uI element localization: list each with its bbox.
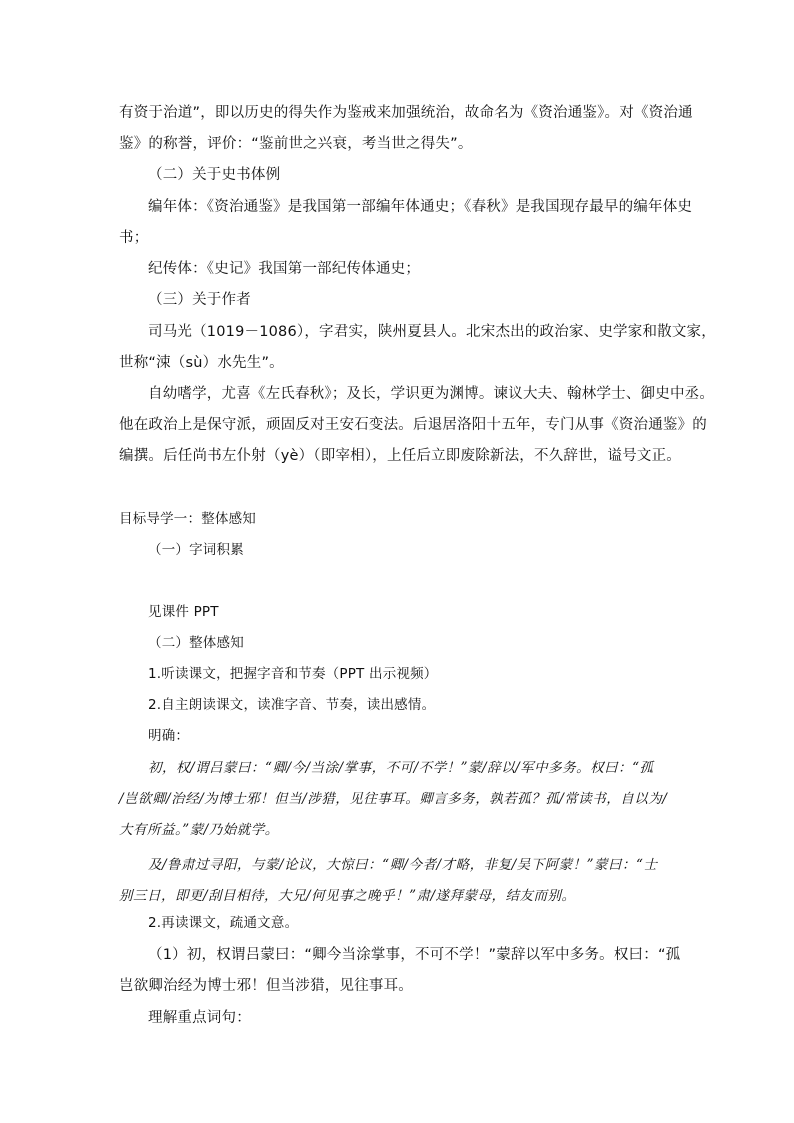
section-heading: （二）关于史书体例 <box>148 167 281 183</box>
text-line: 明确： <box>148 728 190 744</box>
section-heading: （一）字词积累 <box>148 542 244 558</box>
classical-text-line: /岂欲卿/治经/为博士邪！但当/涉猎，见往事耳。卿言多务，孰若孤？孤/常读书，自以为/ <box>119 791 668 807</box>
text-line: 书； <box>119 230 149 246</box>
classical-text-line: 大有所益。”蒙/乃始就学。 <box>119 822 279 838</box>
section-heading: （二）整体感知 <box>148 635 244 651</box>
text-line: 见课件 PPT <box>148 604 219 620</box>
text-line: 鉴》的称誉，评价：“鉴前世之兴衰，考当世之得失”。 <box>119 136 473 152</box>
text-line: （1）初，权谓吕蒙曰：“卿今当涂掌事，不可不学！”蒙辞以军中多务。权曰：“孤 <box>148 947 681 963</box>
text-line: 编年体：《资治通鉴》是我国第一部编年体通史；《春秋》是我国现存最早的编年体史 <box>148 199 693 215</box>
text-line: 理解重点词句： <box>148 1010 251 1026</box>
classical-text-line: 别三日，即更/刮目相待，大兄/何见事之晚乎！”肃/遂拜蒙母，结友而别。 <box>119 888 576 904</box>
text-line: 纪传体：《史记》我国第一部纪传体通史； <box>148 261 421 277</box>
section-heading: （三）关于作者 <box>148 292 251 308</box>
text-line: 1.听读课文，把握字音和节奏（PPT 出示视频） <box>148 666 438 682</box>
text-line: 自幼嗜学，尤喜《左氏春秋》；及长，学识更为渊博。谏议大夫、翰林学士、御史中丞。 <box>148 386 715 402</box>
text-line: 岂欲卿治经为博士邪！但当涉猎，见往事耳。 <box>119 978 413 994</box>
classical-text-line: 初，权/谓吕蒙曰：“卿/今/当涂/掌事，不可/不学！”蒙/辞以/军中多务。权曰：“孤 <box>148 760 654 776</box>
section-title: 目标导学一：整体感知 <box>119 511 256 527</box>
text-line: 有资于治道”，即以历史的得失作为鉴戒来加强统治，故命名为《资治通鉴》。对《资治通 <box>119 105 693 121</box>
text-line: 他在政治上是保守派，顽固反对王安石变法。后退居洛阳十五年，专门从事《资治通鉴》的 <box>119 417 707 433</box>
text-line: 2.自主朗读课文，读准字音、节奏，读出感情。 <box>148 697 436 713</box>
classical-text-line: 及/鲁肃过寻阳，与蒙/论议，大惊曰：“卿/今者/才略，非复/吴下阿蒙！”蒙曰：“士 <box>148 857 658 873</box>
text-line: 2.再读课文，疏通文意。 <box>148 915 299 931</box>
text-line: 编撰。后任尚书左仆射（yè）（即宰相），上任后立即废除新法，不久辞世，谥号文正。 <box>119 448 681 464</box>
text-line: 世称“涑（sù）水先生”。 <box>119 355 284 371</box>
text-line: 司马光（1019－1086），字君实，陕州夏县人。北宋杰出的政治家、史学家和散文家， <box>148 324 716 340</box>
